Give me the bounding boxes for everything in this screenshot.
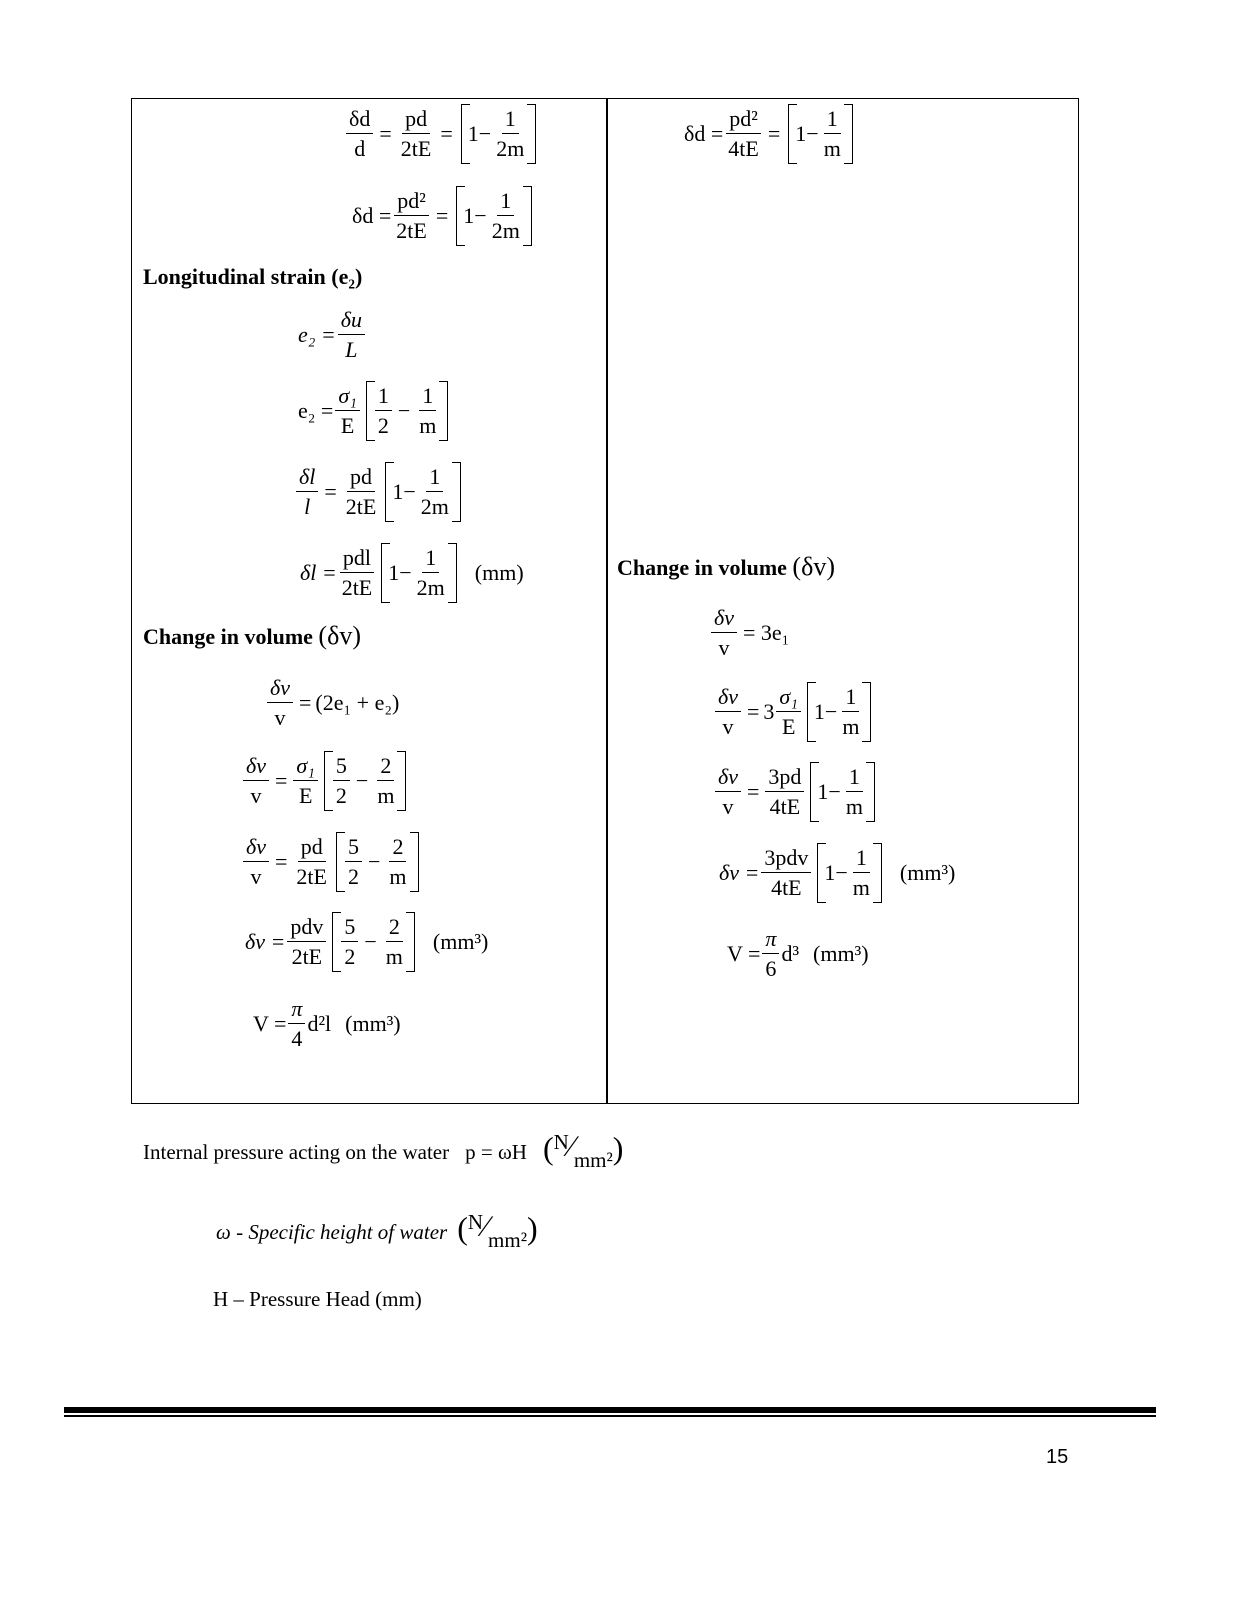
unit-N-per-mm2-omega: ( N ∕ mm² )	[457, 1210, 538, 1252]
eq-dl: δl = $\frac{\text{pdl}}{2tE}$ 1 − $\frac{1}{2m}$ (mm)	[300, 543, 524, 603]
eq-e2-du: e₂ = $\frac{\delta u}{L}$	[298, 309, 367, 361]
footer-rule	[64, 1407, 1156, 1413]
omega-line: ω - Specific height of water ( N ∕ mm² )	[216, 1210, 538, 1252]
eq-dv-sigma-left: $\frac{\delta v}{v}$ = $\frac{\text{σ₁}}{E}$ $\frac{5}{2}$ − $\frac{2}{m}$	[241, 751, 410, 811]
unit-N-per-mm2: ( N ∕ mm² )	[542, 1130, 624, 1172]
eq-dl-over-l: $\frac{\delta l}{l}$ = $\frac{pd}{2tE}$ 1 − $\frac{1}{2m}$	[294, 462, 465, 522]
heading-change-in-volume-right: Change in volume (δv)	[617, 552, 835, 581]
eq-dv-sigma-right: $\frac{\delta v}{v}$ = 3 $\frac{\text{σ₁}}{E}$ 1 − $\frac{1}{m}$	[713, 682, 875, 742]
eq-dv-e: $\frac{\delta v}{v}$ = (2e₁ + e₂)	[265, 677, 399, 729]
eq-dv-3e: $\frac{\delta v}{v}$ = 3e₁	[709, 607, 793, 659]
eq-dv-pd-right: $\frac{\delta v}{v}$ = $\frac{3pd}{4tE}$ 1 − $\frac{1}{m}$	[713, 762, 879, 822]
eq-e2-sigma: e₂ = $\frac{\text{σ₁}}{E}$ $\frac{1}{2}$ − $\frac{1}{m}$	[298, 381, 452, 441]
eq-V-left: V = $\frac{\pi}{4}$ d²l (mm³)	[253, 996, 401, 1051]
eq-dv-left: δv = $\frac{\text{pdv}}{2tE}$ $\frac{5}{2}$ − $\frac{2}{m}$ (mm³)	[245, 912, 488, 972]
pressure-head-line: H – Pressure Head (mm)	[213, 1287, 422, 1311]
column-divider	[606, 99, 608, 1103]
eq-dd-right: δd = $\frac{\text{pd²}}{4tE}$ = 1 − $\frac{1}{m}$	[684, 104, 857, 164]
eq-V-right: V = $\frac{\pi}{6}$ d³ (mm³)	[727, 926, 869, 981]
eq-dd-over-d: $\frac{\delta d}{d}$ = $\frac{pd}{2tE}$ = 1 − $\frac{1}{2m}$	[344, 104, 540, 164]
heading-change-in-volume-left: Change in volume (δv)	[143, 621, 361, 650]
eq-dv-right: δv = $\frac{\text{3pdv}}{4tE}$ 1 − $\frac{1}{m}$ (mm³)	[719, 843, 955, 903]
footer-rule-thin	[64, 1415, 1156, 1417]
eq-dv-pd-left: $\frac{\delta v}{v}$ = $\frac{pd}{2tE}$ $\frac{5}{2}$ − $\frac{2}{m}$	[241, 832, 423, 892]
page-number: 15	[1046, 1446, 1069, 1468]
internal-pressure-line: Internal pressure acting on the water p = ωH ( N ∕ mm² )	[143, 1130, 624, 1172]
heading-longitudinal-strain: Longitudinal strain (e₂)	[143, 264, 363, 289]
eq-dd: δd = $\frac{\text{pd²}}{2tE}$ = 1 − $\frac{1}{2m}$	[352, 186, 536, 246]
